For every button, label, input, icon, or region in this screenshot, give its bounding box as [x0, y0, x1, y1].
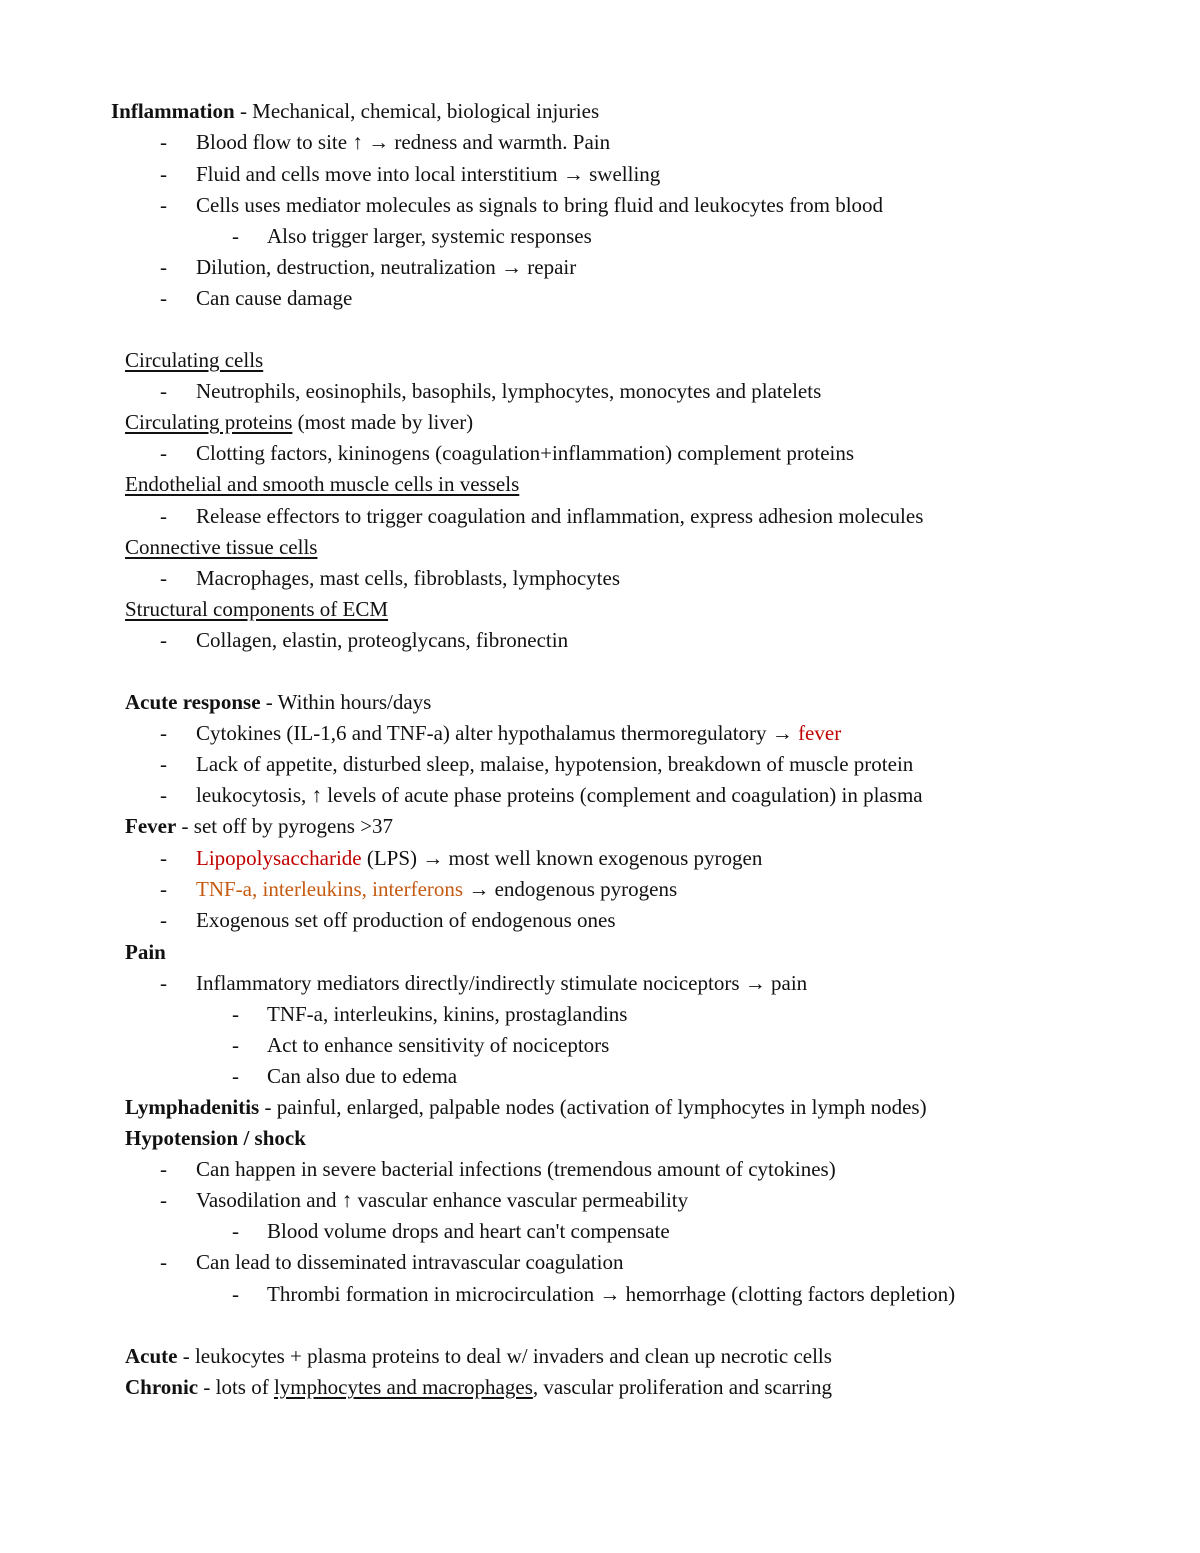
hypotension-bullet-3a: Thrombi formation in microcirculation → hemorrhage (clotting factors depletion) [267, 1282, 956, 1306]
bullet-dash: - [232, 1219, 239, 1243]
fever-bullet-2-text: → endogenous pyrogens [463, 877, 678, 901]
pain-bullet-1: Inflammatory mediators directly/indirectly stimulate nociceptors → pain [196, 971, 808, 995]
bullet-dash: - [160, 1157, 167, 1181]
acute-response-bullet-3: leukocytosis, ↑ levels of acute phase proteins (complement and coagulation) in plasma [196, 783, 923, 807]
hypotension-bullet-2a: Blood volume drops and heart can't compensate [267, 1219, 670, 1243]
hypotension-title: Hypotension / shock [125, 1126, 306, 1150]
bullet-dash: - [160, 566, 167, 590]
bullet-dash: - [160, 908, 167, 932]
chronic-desc-pre: - lots of [198, 1375, 274, 1399]
bullet-dash: - [160, 379, 167, 403]
bullet-dash: - [160, 628, 167, 652]
lps-highlight: Lipopolysaccharide [196, 846, 362, 870]
bullet-dash: - [160, 441, 167, 465]
hypotension-bullet-1: Can happen in severe bacterial infections (tremendous amount of cytokines) [196, 1157, 836, 1181]
fever-bullet-1-text: (LPS) → most well known exogenous pyrogen [361, 846, 763, 870]
fever-highlight: fever [798, 721, 842, 745]
acute-response-bullet-2: Lack of appetite, disturbed sleep, malaise, hypotension, breakdown of muscle protein [196, 752, 914, 776]
bullet-dash: - [160, 752, 167, 776]
fever-heading [125, 813, 393, 839]
inflammation-heading [111, 98, 599, 124]
circulating-cells-bullet-1: Neutrophils, eosinophils, basophils, lymphocytes, monocytes and platelets [196, 379, 822, 403]
bullet-dash: - [232, 1064, 239, 1088]
bullet-dash: - [160, 1188, 167, 1212]
bullet-dash: - [160, 1250, 167, 1274]
bullet-dash: - [232, 1033, 239, 1057]
chronic-underlined: lymphocytes and macrophages [273, 1375, 533, 1399]
circulating-proteins-title: Circulating proteins [125, 410, 293, 434]
acute-response-heading [125, 689, 431, 715]
inflammation-bullet-4: Dilution, destruction, neutralization → repair [196, 255, 577, 279]
pain-bullet-1c: Can also due to edema [267, 1064, 458, 1088]
hypotension-bullet-3: Can lead to disseminated intravascular coagulation [196, 1250, 624, 1274]
connective-bullet-1: Macrophages, mast cells, fibroblasts, lymphocytes [196, 566, 620, 590]
bullet-dash: - [232, 1002, 239, 1026]
lymphadenitis-heading [125, 1094, 927, 1120]
connective-title: Connective tissue cells [125, 535, 318, 559]
lymphadenitis-desc: - painful, enlarged, palpable nodes (activation of lymphocytes in lymph nodes) [259, 1095, 927, 1119]
circulating-proteins-heading [125, 409, 473, 435]
fever-desc: - set off by pyrogens >37 [176, 814, 394, 838]
bullet-dash: - [232, 224, 239, 248]
inflammation-bullet-2: Fluid and cells move into local interstitium → swelling [196, 162, 661, 186]
acute-title: Acute [125, 1344, 178, 1368]
acute-response-desc: - Within hours/days [260, 690, 432, 714]
circulating-proteins-desc: (most made by liver) [292, 410, 474, 434]
fever-bullet-3: Exogenous set off production of endogenous ones [196, 908, 616, 932]
inflammation-desc: - Mechanical, chemical, biological injuries [234, 99, 600, 123]
endothelial-bullet-1: Release effectors to trigger coagulation and inflammation, express adhesion molecules [196, 504, 924, 528]
chronic-heading [125, 1374, 832, 1400]
bullet-dash: - [160, 193, 167, 217]
acute-response-bullet-1-text: Cytokines (IL-1,6 and TNF-a) alter hypothalamus thermoregulatory → [196, 721, 799, 745]
pain-bullet-1b: Act to enhance sensitivity of nociceptors [267, 1033, 610, 1057]
bullet-dash: - [160, 846, 167, 870]
bullet-dash: - [232, 1282, 239, 1306]
inflammation-title: Inflammation [111, 99, 235, 123]
inflammation-bullet-3: Cells uses mediator molecules as signals to bring fluid and leukocytes from blood [196, 193, 884, 217]
inflammation-bullet-5: Can cause damage [196, 286, 353, 310]
bullet-dash: - [160, 286, 167, 310]
circulating-cells-title: Circulating cells [125, 348, 264, 372]
chronic-desc-post: , vascular proliferation and scarring [532, 1375, 833, 1399]
acute-response-bullet-1 [196, 720, 841, 746]
bullet-dash: - [160, 504, 167, 528]
fever-title: Fever [125, 814, 177, 838]
bullet-dash: - [160, 130, 167, 154]
ecm-bullet-1: Collagen, elastin, proteoglycans, fibronectin [196, 628, 569, 652]
endogenous-pyrogens-highlight: TNF-a, interleukins, interferons [196, 877, 464, 901]
lymphadenitis-title: Lymphadenitis [125, 1095, 260, 1119]
bullet-dash: - [160, 721, 167, 745]
fever-bullet-1 [196, 845, 762, 871]
pain-bullet-1a: TNF-a, interleukins, kinins, prostaglandins [267, 1002, 628, 1026]
acute-heading [125, 1343, 832, 1369]
pain-title: Pain [125, 940, 166, 964]
hypotension-bullet-2: Vasodilation and ↑ vascular enhance vascular permeability [196, 1188, 689, 1212]
inflammation-bullet-3a: Also trigger larger, systemic responses [267, 224, 592, 248]
bullet-dash: - [160, 255, 167, 279]
inflammation-bullet-1: Blood flow to site ↑ → redness and warmth. Pain [196, 130, 611, 154]
bullet-dash: - [160, 971, 167, 995]
acute-response-title: Acute response [125, 690, 261, 714]
bullet-dash: - [160, 783, 167, 807]
endothelial-title: Endothelial and smooth muscle cells in vessels [125, 472, 520, 496]
acute-desc: - leukocytes + plasma proteins to deal w/ invaders and clean up necrotic cells [177, 1344, 832, 1368]
bullet-dash: - [160, 162, 167, 186]
ecm-title: Structural components of ECM [125, 597, 389, 621]
fever-bullet-2 [196, 876, 677, 902]
chronic-title: Chronic [125, 1375, 199, 1399]
circulating-proteins-bullet-1: Clotting factors, kininogens (coagulation+inflammation) complement proteins [196, 441, 855, 465]
bullet-dash: - [160, 877, 167, 901]
